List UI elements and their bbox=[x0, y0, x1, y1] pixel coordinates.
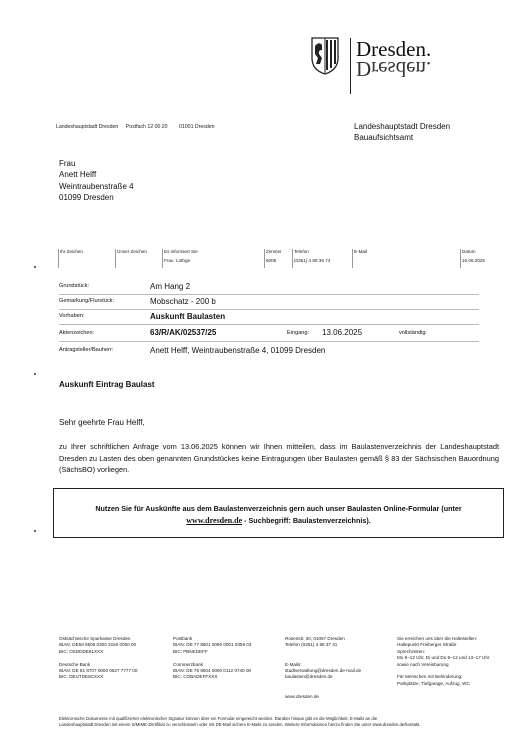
antragsteller-value: Anett Helff, Weintraubenstraße 4, 01099 Dresden bbox=[150, 346, 326, 355]
sender-postfach: Postfach 12 00 20 bbox=[125, 124, 168, 130]
ref-datum-value: 16.06.2025 bbox=[462, 258, 485, 263]
grundstueck-label: Grundstück: bbox=[59, 283, 90, 289]
recipient-line: Frau bbox=[59, 159, 76, 168]
logo-wordmark-mirror: Dresden. bbox=[356, 57, 432, 81]
footer-legal bbox=[59, 716, 524, 728]
gemarkung-value: Mobschatz - 200 b bbox=[150, 297, 216, 306]
recipient-address bbox=[59, 158, 134, 204]
eingang-label: Eingang: bbox=[287, 330, 310, 336]
logo-rule bbox=[350, 38, 351, 94]
dresden-website-link[interactable]: www.dresden.de bbox=[186, 515, 243, 525]
ref-zimmer-label: Zimmer bbox=[266, 249, 282, 254]
letter-subject: Auskunft Eintrag Baulast bbox=[59, 380, 155, 389]
logo-wordmark: Dresden. bbox=[356, 37, 432, 61]
authority-name: Landeshauptstadt Dresden bbox=[354, 122, 451, 131]
vorhaben-value: Auskunft Baulasten bbox=[150, 312, 226, 321]
notice-line2: - Suchbegriff: Baulastenverzeichnis). bbox=[242, 515, 371, 525]
ref-telefon-value: (0351) 4 88 36 74 bbox=[294, 258, 331, 263]
ref-telefon-label: Telefon bbox=[294, 249, 309, 254]
vorhaben-label: Vorhaben: bbox=[59, 313, 85, 319]
gemarkung-label: Gemarkung/Flurstück: bbox=[59, 298, 115, 304]
ref-datum-label: Datum bbox=[462, 249, 476, 254]
ref-informiert-label: Es informiert Sie bbox=[164, 249, 198, 254]
city-logo bbox=[310, 36, 480, 94]
footer-col-banks-2: Postbank IBAN: DE 77 8601 0090 0001 0359 03 BIC: PBNKDEFF Commerzbank IBAN: DE 76 8504 0000 0112 0740 00 BIC: COBADEFFXXX bbox=[173, 636, 252, 680]
legal-line: Landeshauptstadt Dresden mit einem S/MIME-Zertifikat zu verschlüsseln oder mit DE-Mail sichere E-Mails zu senden. Weitere Informationen hierzu finden Sie unter www.dresden.de/kontakt. bbox=[59, 722, 421, 727]
recipient-line: Weintraubenstraße 4 bbox=[59, 181, 134, 191]
email-link[interactable]: baulasten@dresden.de bbox=[285, 674, 333, 680]
vollstaendig-label: vollständig: bbox=[399, 330, 427, 336]
aktenzeichen-value: 63/R/AK/02537/25 bbox=[150, 328, 217, 337]
details-block bbox=[59, 282, 479, 362]
ref-ihr-zeichen-label: Ihr Zeichen bbox=[60, 249, 83, 254]
ref-zimmer-value: 6005 bbox=[266, 258, 277, 263]
authority-block bbox=[354, 122, 450, 143]
eingang-value: 13.06.2025 bbox=[322, 328, 363, 337]
footer-col-contact: Rosenstr. 30, 01067 Dresden Telefon (0351) 4 88 37 41 E-Mails: stadtverwaltung@dresden.de-mail.de baulasten@dresden.de www.dresden.de bbox=[285, 636, 395, 700]
ref-unser-zeichen-label: Unser Zeichen bbox=[117, 249, 147, 254]
footer-col-transit: Sie erreichen uns über die Haltestellen: Haltepunkt Freiberger Straße Sprechzeiten: Mo 9–12 Uhr, Di und Do 9–12 und 13–17 Uhr sowie nach Vereinbarung Für Menschen mit Behinderung: Parkplätze, Tiefgarage, Aufzug, WC bbox=[397, 636, 490, 686]
ref-informiert-value: Frau Lüthge bbox=[164, 258, 191, 263]
recipient-line: 01099 Dresden bbox=[59, 193, 114, 203]
notice-line1: Nutzen Sie für Auskünfte aus dem Baulastenverzeichnis gern auch unser Baulasten Online-Formular (unter bbox=[95, 504, 462, 513]
footer-col-banks-1: Ostsächsische Sparkasse Dresden IBAN: DE58 8505 0300 3150 0000 00 BIC: OSDDDE81XXX Deutsche Bank IBAN: DE 81 8707 0000 0527 7777 00 BIC: DEUTDE8CXXX bbox=[59, 636, 138, 680]
grundstueck-value: Am Hang 2 bbox=[150, 282, 191, 291]
website-link[interactable]: www.dresden.de bbox=[285, 693, 319, 699]
fold-mark bbox=[34, 530, 36, 532]
sender-org: Landeshauptstadt Dresden bbox=[56, 124, 119, 130]
legal-line: Elektronische Dokumente mit qualifizierter elektronischer Signatur können über ein Formular eingereicht werden. Darüber hinaus gibt es die Möglichkeit, E-Mails an die bbox=[59, 716, 378, 721]
city-coat-of-arms-icon bbox=[310, 36, 340, 76]
antragsteller-label: Antragsteller/Bauherr: bbox=[59, 347, 114, 353]
sender-line bbox=[56, 124, 215, 131]
recipient-line: Anett Helff bbox=[59, 170, 97, 180]
online-form-notice bbox=[53, 488, 504, 538]
email-link[interactable]: stadtverwaltung@dresden.de-mail.de bbox=[285, 668, 362, 674]
aktenzeichen-label: Aktenzeichen: bbox=[59, 330, 95, 336]
reference-row bbox=[58, 249, 485, 269]
fold-mark bbox=[34, 373, 36, 375]
letter-salutation: Sehr geehrte Frau Helff, bbox=[59, 418, 145, 427]
fold-mark bbox=[34, 266, 36, 268]
letter-body: zu Ihrer schriftlichen Anfrage vom 13.06.2025 können wir Ihnen mitteilen, dass im Baulastenverzeichnis der Landeshauptstadt Dresden zu Lasten des oben genannten Grundstückes keine Eintragungen über Baulasten gemäß § 83 der Sächsischen Bauordnung (SächsBO) vorliegen. bbox=[59, 442, 499, 475]
sender-plz: 01001 Dresden bbox=[179, 124, 215, 130]
authority-department: Bauaufsichtsamt bbox=[354, 132, 414, 142]
ref-email-label: E-Mail bbox=[354, 249, 368, 254]
